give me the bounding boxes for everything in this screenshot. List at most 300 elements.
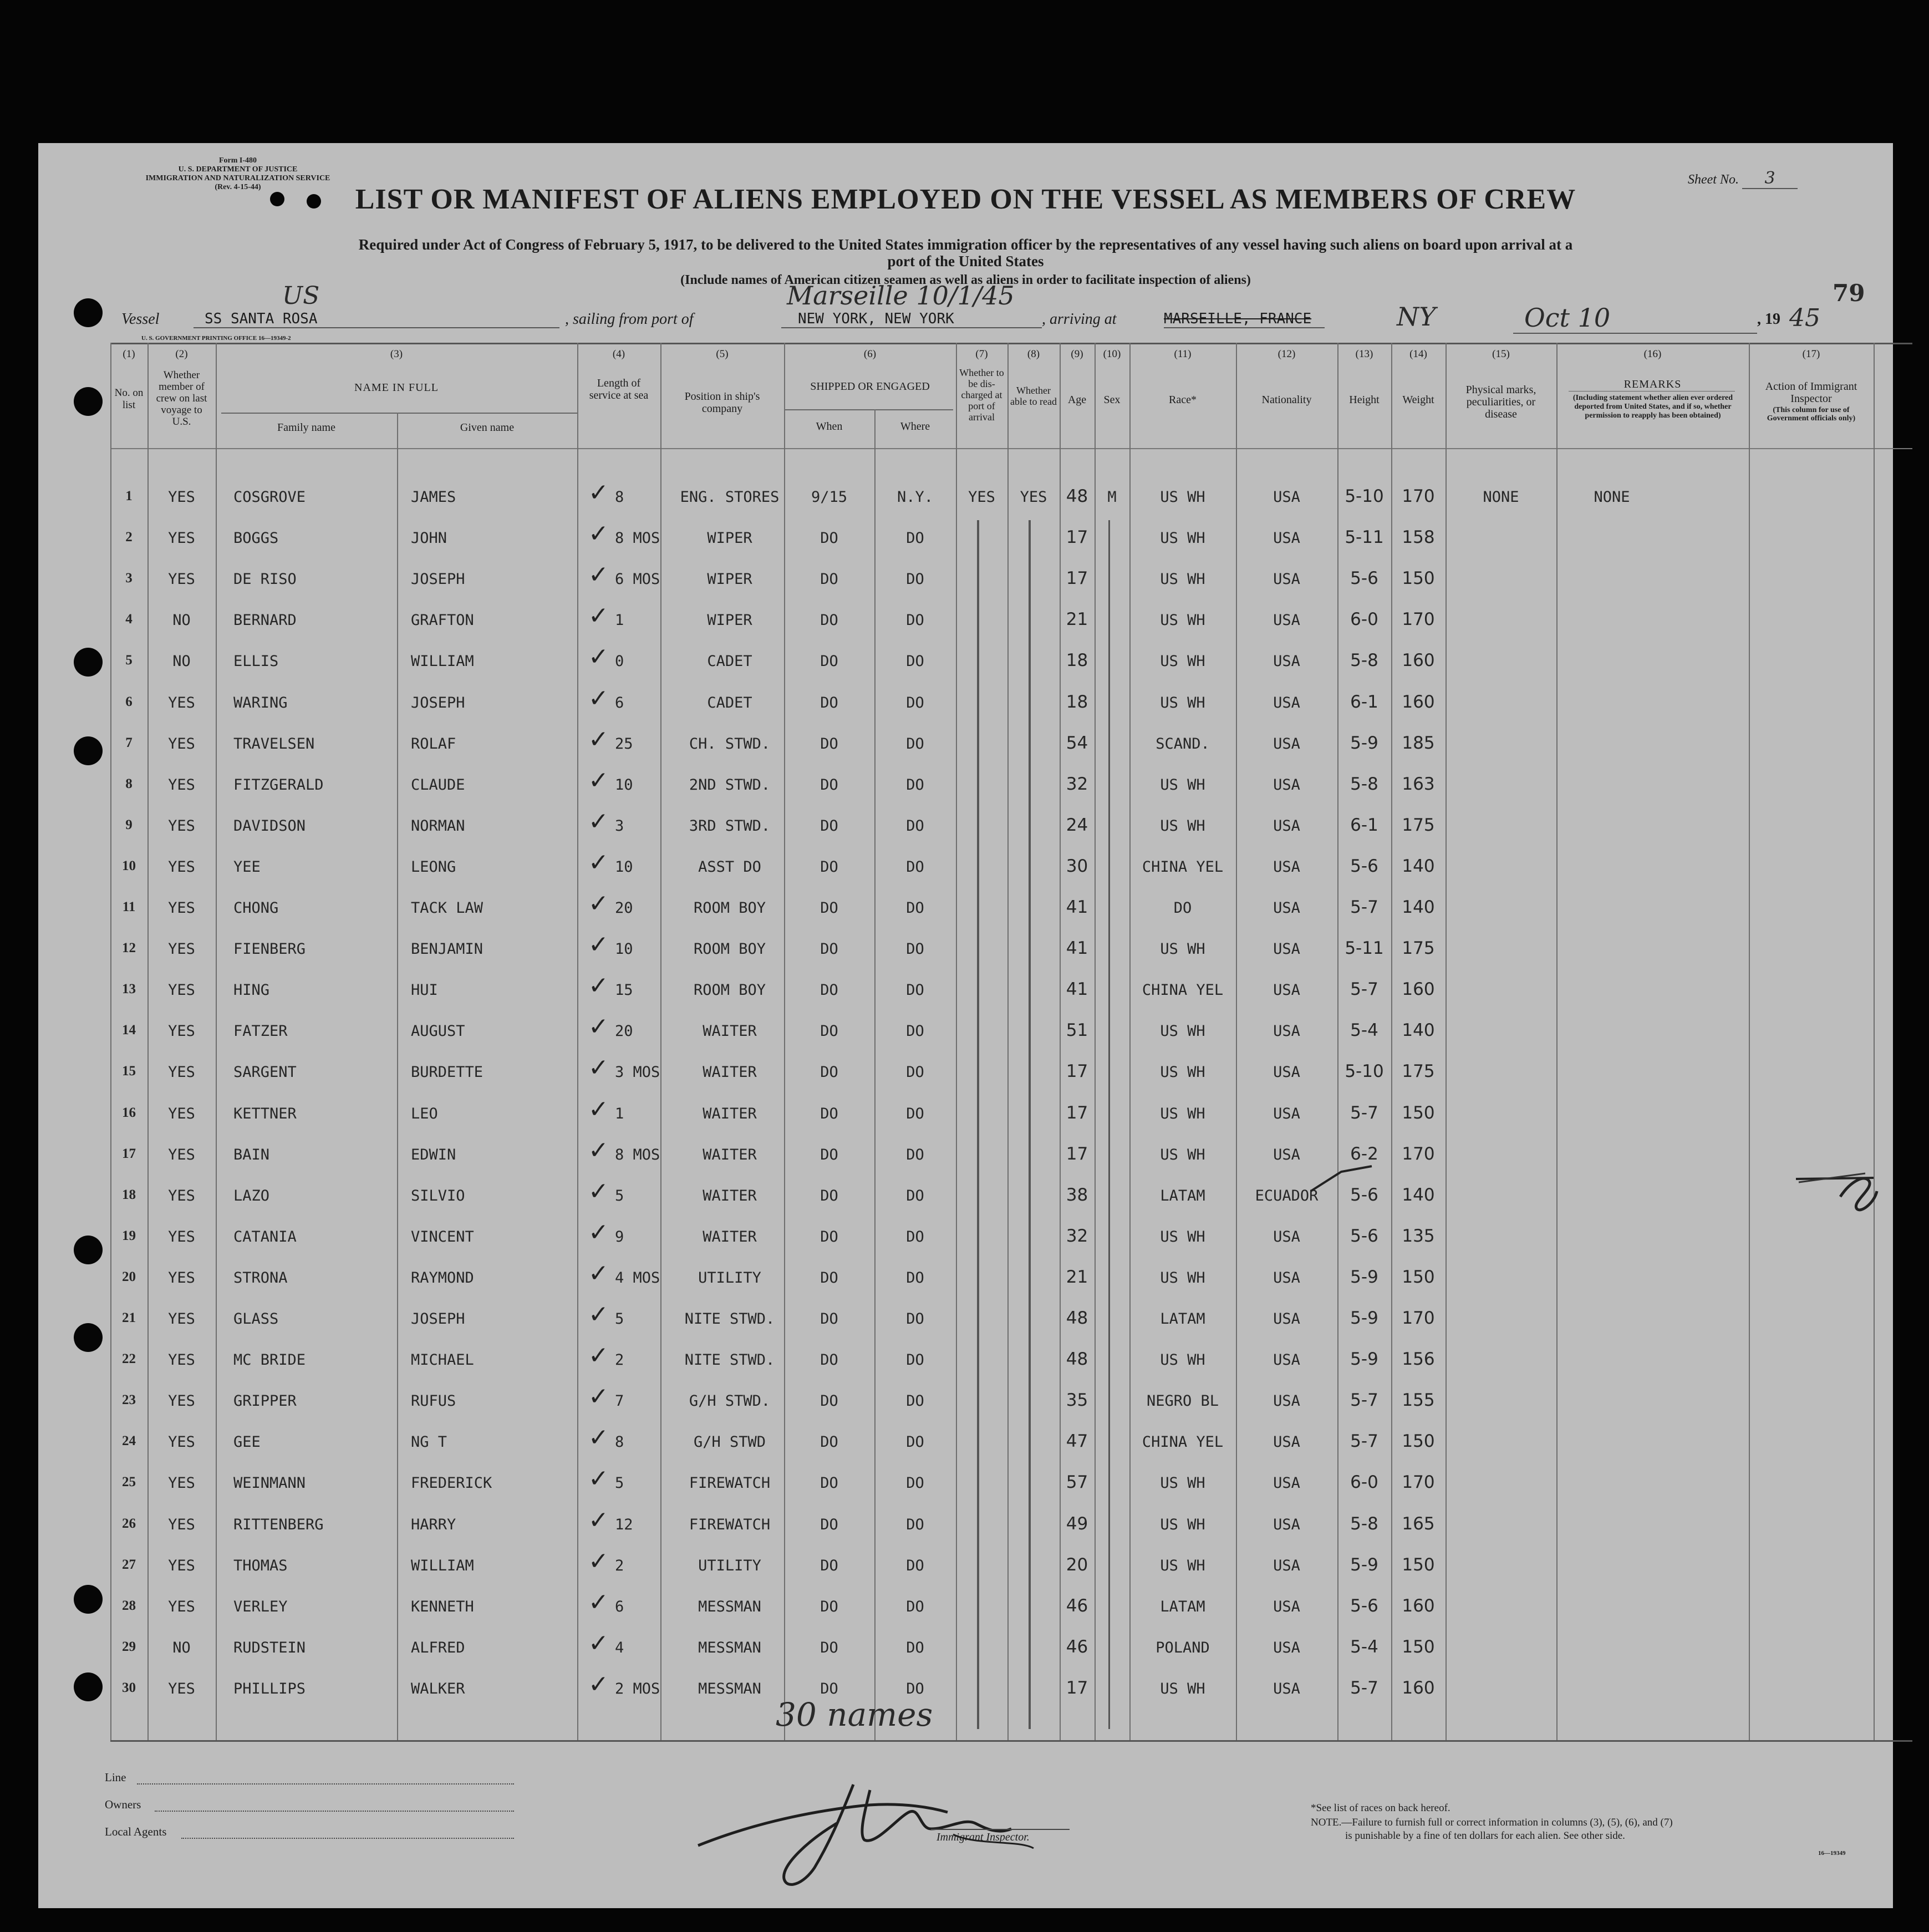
cell-age: 17 xyxy=(1066,1103,1088,1123)
cell-family: SARGENT xyxy=(233,1064,297,1081)
cell-position: MESSMAN xyxy=(698,1680,761,1697)
cell-height: 5-6 xyxy=(1350,1596,1378,1616)
table-row xyxy=(38,602,1893,645)
col-num: (9) xyxy=(1071,348,1083,360)
form-id-line: IMMIGRATION AND NATURALIZATION SERVICE xyxy=(145,174,330,182)
cell-family: PHILLIPS xyxy=(233,1680,306,1697)
cell-race: US WH xyxy=(1160,530,1205,547)
cell-prev: YES xyxy=(168,940,195,958)
table-row xyxy=(38,1588,1893,1631)
cell-position: ROOM BOY xyxy=(693,982,766,999)
cell-family: ELLIS xyxy=(233,653,279,670)
cell-no: 28 xyxy=(122,1598,136,1613)
cell-nationality: USA xyxy=(1273,1475,1300,1492)
table-row xyxy=(38,479,1893,522)
cell-service: 10 xyxy=(615,940,633,958)
table-row xyxy=(38,1054,1893,1097)
cell-no: 21 xyxy=(122,1310,136,1325)
service-check-mark: ✓ xyxy=(588,1300,609,1329)
cell-position: CADET xyxy=(707,694,752,711)
col-num: (15) xyxy=(1492,348,1510,360)
cell-nationality: USA xyxy=(1273,1023,1300,1040)
cell-service: 20 xyxy=(615,899,633,917)
service-check-mark: ✓ xyxy=(588,1382,609,1411)
cell-position: MESSMAN xyxy=(698,1598,761,1615)
cell-height: 5-8 xyxy=(1350,774,1378,794)
service-check-mark: ✓ xyxy=(588,1670,609,1699)
col-num: (17) xyxy=(1802,348,1820,360)
cell-given: LEONG xyxy=(411,858,456,876)
service-check-mark: ✓ xyxy=(588,1136,609,1165)
line-label: Line xyxy=(105,1771,126,1784)
cell-weight: 163 xyxy=(1402,774,1435,794)
col-num: (7) xyxy=(975,348,988,360)
table-row xyxy=(38,1177,1893,1221)
cell-family: DAVIDSON xyxy=(233,817,306,835)
service-check-mark: ✓ xyxy=(588,889,609,918)
cell-when: 9/15 xyxy=(811,489,848,506)
cell-given: JOHN xyxy=(411,530,447,547)
service-check-mark: ✓ xyxy=(588,1095,609,1123)
cell-race: US WH xyxy=(1160,817,1205,835)
cell-position: WAITER xyxy=(703,1187,757,1204)
cell-service: 25 xyxy=(615,735,633,753)
service-check-mark: ✓ xyxy=(588,1588,609,1616)
cell-where: DO xyxy=(906,653,924,670)
cell-position: ENG. STORES xyxy=(680,489,780,506)
document-subtitle: Required under Act of Congress of February 5, 1917, to be delivered to the United States immigration officer by the representatives of any vessel having such aliens on board upon arrival at a xyxy=(358,236,1573,253)
cell-family: MC BRIDE xyxy=(233,1351,306,1369)
vessel-line xyxy=(121,302,1820,333)
cell-age: 38 xyxy=(1066,1185,1088,1205)
cell-weight: 170 xyxy=(1402,609,1435,629)
cell-prev: YES xyxy=(168,1557,195,1574)
cell-position: WIPER xyxy=(707,612,752,629)
cell-nationality: USA xyxy=(1273,858,1300,876)
cell-position: 2ND STWD. xyxy=(689,776,771,794)
cell-no: 5 xyxy=(125,653,133,668)
service-check-mark: ✓ xyxy=(588,1013,609,1041)
cell-given: NORMAN xyxy=(411,817,465,835)
cell-no: 2 xyxy=(125,530,133,545)
cell-height: 6-1 xyxy=(1350,815,1378,835)
cell-height: 5-4 xyxy=(1350,1637,1378,1657)
cell-race: LATAM xyxy=(1160,1187,1205,1204)
cell-no: 26 xyxy=(122,1516,136,1531)
cell-nationality: USA xyxy=(1273,1392,1300,1410)
cell-prev: NO xyxy=(172,612,191,629)
cell-height: 5-9 xyxy=(1350,1555,1378,1575)
cell-prev: YES xyxy=(168,1598,195,1615)
service-check-mark: ✓ xyxy=(588,1629,609,1658)
cell-race: CHINA YEL xyxy=(1142,1433,1224,1451)
cell-family: FIENBERG xyxy=(233,940,306,958)
table-row xyxy=(38,1136,1893,1179)
cell-prev: YES xyxy=(168,1146,195,1163)
cell-weight: 160 xyxy=(1402,979,1435,999)
year-handwritten: 45 xyxy=(1789,304,1820,332)
table-row xyxy=(38,766,1893,810)
header-nationality: Nationality xyxy=(1261,394,1312,406)
cell-position: FIREWATCH xyxy=(689,1475,771,1492)
cell-age: 24 xyxy=(1066,815,1088,835)
cell-when: DO xyxy=(820,1598,838,1615)
form-id-line: (Rev. 4-15-44) xyxy=(215,183,261,191)
cell-family: BERNARD xyxy=(233,612,297,629)
document-subtitle: port of the United States xyxy=(887,253,1044,270)
cell-height: 5-7 xyxy=(1350,1678,1378,1698)
cell-race: US WH xyxy=(1160,1064,1205,1081)
col-num: (2) xyxy=(175,348,188,360)
cell-no: 30 xyxy=(122,1680,136,1695)
cell-prev: YES xyxy=(168,776,195,794)
cell-prev: YES xyxy=(168,1187,195,1204)
cell-age: 51 xyxy=(1066,1020,1088,1040)
cell-given: WILLIAM xyxy=(411,653,474,670)
cell-nationality: USA xyxy=(1273,1598,1300,1615)
cell-height: 5-6 xyxy=(1350,1185,1378,1205)
cell-given: SILVIO xyxy=(411,1187,465,1204)
cell-nationality: USA xyxy=(1273,735,1300,753)
cell-when: DO xyxy=(820,1105,838,1122)
cell-nationality: USA xyxy=(1273,1557,1300,1574)
cell-service: 7 xyxy=(615,1392,624,1410)
cell-family: GEE xyxy=(233,1433,261,1451)
inspector-signature-line xyxy=(931,1829,1070,1830)
cell-prev: YES xyxy=(168,1433,195,1451)
cell-no: 16 xyxy=(122,1105,136,1120)
cell-position: NITE STWD. xyxy=(684,1310,775,1328)
cell-service: 2 MOS xyxy=(615,1680,660,1697)
cell-when: DO xyxy=(820,612,838,629)
cell-where: DO xyxy=(906,530,924,547)
cell-given: JOSEPH xyxy=(411,694,465,711)
cell-prev: YES xyxy=(168,1392,195,1410)
document-title: LIST OR MANIFEST OF ALIENS EMPLOYED ON THE VESSEL AS MEMBERS OF CREW xyxy=(355,184,1576,215)
cell-no: 25 xyxy=(122,1475,136,1489)
cell-service: 8 xyxy=(615,1433,624,1451)
service-check-mark: ✓ xyxy=(588,602,609,630)
cell-family: CHONG xyxy=(233,899,279,917)
cell-position: WAITER xyxy=(703,1146,757,1163)
cell-service: 8 xyxy=(615,489,624,506)
cell-nationality: USA xyxy=(1273,1516,1300,1533)
cell-sex: M xyxy=(1107,489,1117,506)
cell-weight: 155 xyxy=(1402,1390,1435,1410)
service-check-mark: ✓ xyxy=(588,1177,609,1206)
cell-position: WIPER xyxy=(707,571,752,588)
cell-family: VERLEY xyxy=(233,1598,288,1615)
service-check-mark: ✓ xyxy=(588,972,609,1000)
col-num: (16) xyxy=(1643,348,1662,360)
table-top-rule xyxy=(110,343,1912,344)
cell-nationality: USA xyxy=(1273,489,1300,506)
cell-when: DO xyxy=(820,530,838,547)
cell-weight: 175 xyxy=(1402,938,1435,958)
cell-age: 17 xyxy=(1066,1061,1088,1081)
cell-weight: 175 xyxy=(1402,815,1435,835)
cell-service: 6 xyxy=(615,1598,624,1615)
cell-height: 5-6 xyxy=(1350,568,1378,588)
cell-height: 5-9 xyxy=(1350,1267,1378,1287)
cell-position: WAITER xyxy=(703,1064,757,1081)
header-shipped-when: When xyxy=(816,420,843,433)
cell-no: 27 xyxy=(122,1557,136,1572)
cell-given: JAMES xyxy=(411,489,456,506)
cell-where: DO xyxy=(906,1146,924,1163)
cell-when: DO xyxy=(820,776,838,794)
cell-race: LATAM xyxy=(1160,1598,1205,1615)
col-num: (6) xyxy=(863,348,877,360)
table-row xyxy=(38,1465,1893,1508)
cell-position: WAITER xyxy=(703,1105,757,1122)
cell-age: 17 xyxy=(1066,527,1088,547)
cell-race: US WH xyxy=(1160,571,1205,588)
service-check-mark: ✓ xyxy=(588,1259,609,1288)
cell-service: 3 xyxy=(615,817,624,835)
cell-prev: YES xyxy=(168,1680,195,1697)
cell-race: US WH xyxy=(1160,1269,1205,1287)
cell-weight: 160 xyxy=(1402,692,1435,712)
col-num: (13) xyxy=(1355,348,1373,360)
cell-age: 17 xyxy=(1066,1144,1088,1164)
cell-race: US WH xyxy=(1160,1351,1205,1369)
cell-no: 29 xyxy=(122,1639,136,1654)
cell-where: DO xyxy=(906,1680,924,1697)
table-row xyxy=(38,931,1893,974)
cell-family: RITTENBERG xyxy=(233,1516,324,1533)
cell-age: 17 xyxy=(1066,1678,1088,1698)
cell-where: DO xyxy=(906,735,924,753)
inspector-label: Immigrant Inspector. xyxy=(936,1831,1030,1843)
cell-nationality: USA xyxy=(1273,530,1300,547)
cell-when: DO xyxy=(820,1064,838,1081)
cell-race: US WH xyxy=(1160,653,1205,670)
cell-race: POLAND xyxy=(1156,1639,1210,1656)
year-label: , 19 xyxy=(1757,311,1780,328)
cell-weight: 175 xyxy=(1402,1061,1435,1081)
cell-when: DO xyxy=(820,899,838,917)
cell-when: DO xyxy=(820,653,838,670)
service-check-mark: ✓ xyxy=(588,1465,609,1493)
cell-family: YEE xyxy=(233,858,261,876)
cell-marks: NONE xyxy=(1483,489,1519,506)
cell-nationality: USA xyxy=(1273,1105,1300,1122)
cell-service: 6 xyxy=(615,694,624,711)
table-row xyxy=(38,1300,1893,1344)
printer-line: U. S. GOVERNMENT PRINTING OFFICE 16—19349-2 xyxy=(141,335,291,342)
cell-age: 47 xyxy=(1066,1431,1088,1451)
cell-race: US WH xyxy=(1160,1557,1205,1574)
service-check-mark: ✓ xyxy=(588,1423,609,1452)
cell-prev: YES xyxy=(168,571,195,588)
races-note: *See list of races on back hereof. xyxy=(1311,1802,1450,1814)
cell-weight: 170 xyxy=(1402,486,1435,506)
cell-given: FREDERICK xyxy=(411,1475,492,1492)
arriving-at: MARSEILLE, FRANCE xyxy=(1164,311,1325,328)
cell-weight: 170 xyxy=(1402,1308,1435,1328)
cell-position: UTILITY xyxy=(698,1269,761,1287)
cell-when: DO xyxy=(820,1023,838,1040)
cell-race: US WH xyxy=(1160,1516,1205,1533)
cell-position: UTILITY xyxy=(698,1557,761,1574)
cell-position: ASST DO xyxy=(698,858,761,876)
cell-given: JOSEPH xyxy=(411,571,465,588)
shipped-header-rule xyxy=(784,409,953,410)
cell-height: 5-8 xyxy=(1350,1514,1378,1534)
cell-no: 24 xyxy=(122,1433,136,1448)
cell-when: DO xyxy=(820,1187,838,1204)
cell-service: 15 xyxy=(615,982,633,999)
cell-weight: 150 xyxy=(1402,1267,1435,1287)
cell-service: 10 xyxy=(615,858,633,876)
sailing-from: NEW YORK, NEW YORK xyxy=(781,311,1042,328)
header-family-name: Family name xyxy=(277,421,335,434)
cell-when: DO xyxy=(820,1680,838,1697)
cell-weight: 158 xyxy=(1402,527,1435,547)
cell-given: AUGUST xyxy=(411,1023,465,1040)
table-row xyxy=(38,520,1893,563)
col-num: (12) xyxy=(1277,348,1296,360)
table-row xyxy=(38,1013,1893,1056)
cell-nationality: USA xyxy=(1273,1269,1300,1287)
cell-race: US WH xyxy=(1160,489,1205,506)
cell-height: 5-7 xyxy=(1350,979,1378,999)
cell-nationality: USA xyxy=(1273,1228,1300,1245)
cell-nationality: USA xyxy=(1273,1680,1300,1697)
total-names-handwritten: 30 names xyxy=(776,1696,933,1733)
cell-weight: 150 xyxy=(1402,1431,1435,1451)
cell-where: DO xyxy=(906,776,924,794)
cell-family: BAIN xyxy=(233,1146,270,1163)
cell-age: 46 xyxy=(1066,1596,1088,1616)
cell-height: 5-7 xyxy=(1350,1431,1378,1451)
cell-nationality: USA xyxy=(1273,612,1300,629)
cell-weight: 185 xyxy=(1402,733,1435,753)
cell-nationality: USA xyxy=(1273,1351,1300,1369)
col-num: (4) xyxy=(612,348,625,360)
cell-given: HARRY xyxy=(411,1516,456,1533)
cell-family: WEINMANN xyxy=(233,1475,306,1492)
owners-label: Owners xyxy=(105,1798,141,1811)
cell-when: DO xyxy=(820,982,838,999)
cell-nationality: USA xyxy=(1273,899,1300,917)
cell-age: 48 xyxy=(1066,1349,1088,1369)
cell-where: DO xyxy=(906,940,924,958)
punch-hole xyxy=(74,298,103,327)
cell-age: 35 xyxy=(1066,1390,1088,1410)
cell-position: FIREWATCH xyxy=(689,1516,771,1533)
service-check-mark: ✓ xyxy=(588,479,609,507)
cell-nationality: USA xyxy=(1273,1639,1300,1656)
cell-nationality: USA xyxy=(1273,1064,1300,1081)
cell-weight: 170 xyxy=(1402,1144,1435,1164)
cell-when: DO xyxy=(820,735,838,753)
service-check-mark: ✓ xyxy=(588,931,609,959)
cell-no: 6 xyxy=(125,694,133,709)
cell-race: US WH xyxy=(1160,776,1205,794)
cell-age: 18 xyxy=(1066,692,1088,712)
cell-where: DO xyxy=(906,1105,924,1122)
cell-family: COSGROVE xyxy=(233,489,306,506)
service-check-mark: ✓ xyxy=(588,766,609,795)
service-check-mark: ✓ xyxy=(588,520,609,548)
cell-height: 5-6 xyxy=(1350,856,1378,876)
cell-when: DO xyxy=(820,1228,838,1245)
local-agents-label: Local Agents xyxy=(105,1825,167,1838)
cell-race: LATAM xyxy=(1160,1310,1205,1328)
cell-nationality: USA xyxy=(1273,1146,1300,1163)
cell-prev: YES xyxy=(168,1105,195,1122)
cell-position: WAITER xyxy=(703,1023,757,1040)
cell-prev: NO xyxy=(172,1639,191,1656)
col-num: (10) xyxy=(1103,348,1121,360)
cell-position: G/H STWD. xyxy=(689,1392,771,1410)
cell-prev: YES xyxy=(168,899,195,917)
cell-family: RUDSTEIN xyxy=(233,1639,306,1656)
line-field xyxy=(137,1783,514,1784)
cell-service: 2 xyxy=(615,1351,624,1369)
cell-family: HING xyxy=(233,982,270,999)
cell-family: TRAVELSEN xyxy=(233,735,315,753)
cell-height: 5-11 xyxy=(1345,938,1384,958)
local-agents-field xyxy=(181,1838,514,1839)
cell-when: DO xyxy=(820,1475,838,1492)
cell-family: WARING xyxy=(233,694,288,711)
vessel-prefix-handwritten: US xyxy=(282,282,320,310)
cell-nationality: ECUADOR xyxy=(1255,1187,1319,1204)
col-num: (5) xyxy=(716,348,729,360)
cell-no: 8 xyxy=(125,776,133,791)
cell-where: DO xyxy=(906,1639,924,1656)
cell-family: DE RISO xyxy=(233,571,297,588)
service-check-mark: ✓ xyxy=(588,807,609,836)
cell-race: SCAND. xyxy=(1156,735,1210,753)
punch-hole xyxy=(74,387,103,416)
cell-height: 5-7 xyxy=(1350,1103,1378,1123)
header-physical-marks: Physical marks, peculiarities, or disease xyxy=(1465,384,1536,420)
cell-family: GLASS xyxy=(233,1310,279,1328)
cell-age: 54 xyxy=(1066,733,1088,753)
cell-age: 30 xyxy=(1066,856,1088,876)
cell-nationality: USA xyxy=(1273,1433,1300,1451)
cell-weight: 160 xyxy=(1402,1596,1435,1616)
cell-when: DO xyxy=(820,1639,838,1656)
cell-when: DO xyxy=(820,1269,838,1287)
cell-position: WIPER xyxy=(707,530,752,547)
cell-given: HUI xyxy=(411,982,438,999)
cell-where: DO xyxy=(906,612,924,629)
cell-where: DO xyxy=(906,1351,924,1369)
cell-prev: YES xyxy=(168,1228,195,1245)
cell-nationality: USA xyxy=(1273,817,1300,835)
header-weight: Weight xyxy=(1402,394,1434,406)
table-row xyxy=(38,807,1893,851)
cell-no: 10 xyxy=(122,858,136,873)
cell-weight: 165 xyxy=(1402,1514,1435,1534)
cell-given: CLAUDE xyxy=(411,776,465,794)
cell-weight: 150 xyxy=(1402,1555,1435,1575)
cell-where: DO xyxy=(906,1557,924,1574)
cell-height: 5-9 xyxy=(1350,1308,1378,1328)
cell-age: 17 xyxy=(1066,568,1088,588)
cell-where: N.Y. xyxy=(897,489,934,506)
cell-height: 5-9 xyxy=(1350,1349,1378,1369)
cell-age: 21 xyxy=(1066,609,1088,629)
ditto-line xyxy=(977,520,979,1729)
cell-family: BOGGS xyxy=(233,530,279,547)
service-check-mark: ✓ xyxy=(588,1218,609,1247)
